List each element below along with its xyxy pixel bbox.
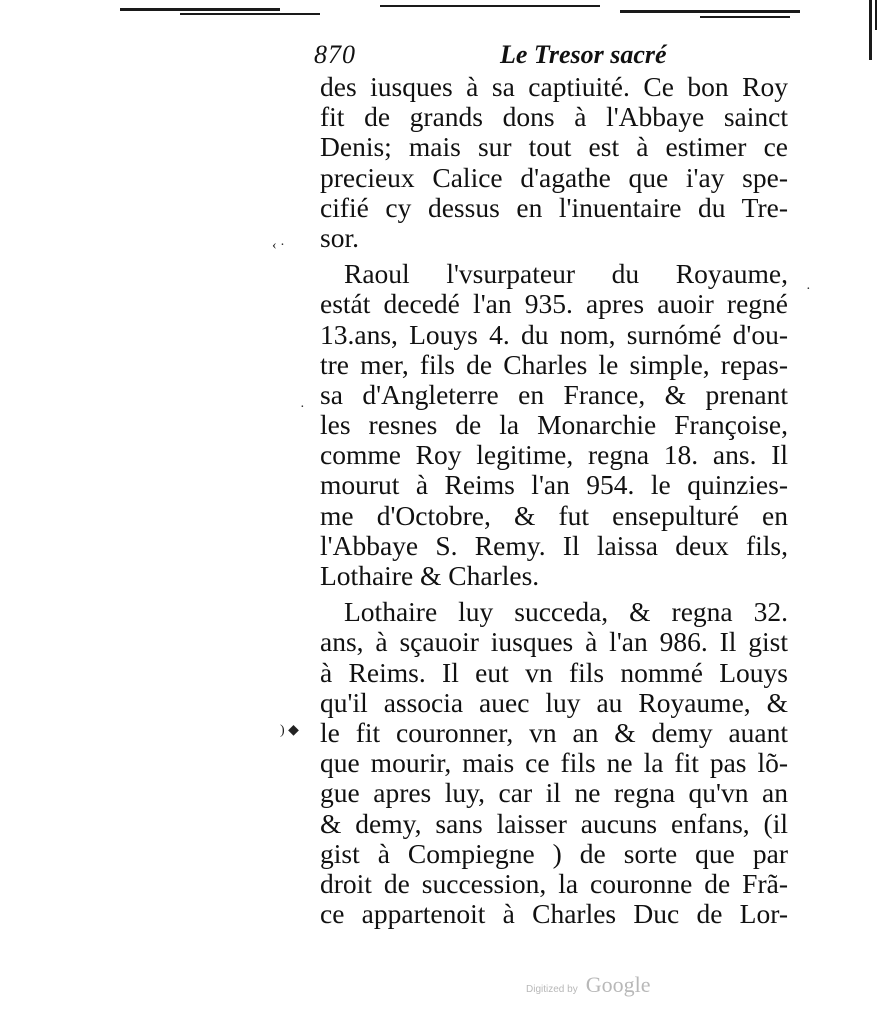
text-line: 13.ans, Louys 4. du nom, surnómé d'ou- [320,319,788,350]
text-line: tre mer, fils de Charles le simple, repas- [320,349,788,380]
body-text [320,72,788,929]
page-right-edge [861,0,883,1029]
text-line: Raoul l'vsurpateur du Royaume, [344,259,788,290]
margin-mark: ) ◆ [280,723,299,738]
margin-mark: ‹ · [272,238,285,253]
margin-mark: · [806,282,811,297]
text-line: & demy, sans laisser aucuns enfans, (il [320,808,788,839]
text-line: sor. [320,222,359,253]
text-line: Lothaire luy succeda, & regna 32. [344,597,788,628]
text-line: comme Roy legitime, regna 18. ans. Il [320,440,788,471]
text-line: Denis; mais sur tout est à estimer ce [320,132,788,163]
margin-mark: · [300,400,305,415]
page-number: 870 [314,40,356,69]
text-line: precieux Calice d'agathe que i'ay spe- [320,162,788,193]
text-line: me d'Octobre, & fut ensepulturé en [320,500,788,531]
digitized-watermark [526,972,650,998]
text-line: Lothaire & Charles. [320,561,540,591]
text-line: estát decedé l'an 935. apres auoir regné [320,289,788,320]
text-line: qu'il associa auec luy au Royaume, & [320,687,788,718]
text-line: l'Abbaye S. Remy. Il laissa deux fils, [320,530,788,561]
text-line: droit de succession, la couronne de Frã- [320,868,788,899]
watermark-prefix: Digitized by [526,984,578,995]
text-line: gist à Compiegne ) de sorte que par [320,838,788,869]
page-top-edge [0,0,883,22]
text-line: ans, à sçauoir iusques à l'an 986. Il gist [320,627,788,658]
text-line: des iusques à sa captiuité. Ce bon Roy [320,72,788,102]
text-line: le fit couronner, vn an & demy auant [320,717,788,748]
page-header [314,40,774,76]
text-line: à Reims. Il eut vn fils nommé Louys [320,657,788,688]
google-logo: Google [585,972,651,997]
text-line: cifié cy dessus en l'inuentaire du Tre- [320,192,788,223]
text-line: sa d'Angleterre en France, & prenant [320,379,788,410]
text-line: mourut à Reims l'an 954. le quinzies- [320,470,788,501]
text-line: que mourir, mais ce fils ne la fit pas lõ- [320,748,788,779]
text-line: gue apres luy, car il ne regna qu'vn an [320,778,788,809]
running-title: Le Tresor sacré [500,40,667,69]
text-line: fit de grands dons à l'Abbaye sainct [320,102,788,133]
text-line: les resnes de la Monarchie Françoise, [320,410,788,441]
text-line: ce appartenoit à Charles Duc de Lor- [320,899,788,930]
